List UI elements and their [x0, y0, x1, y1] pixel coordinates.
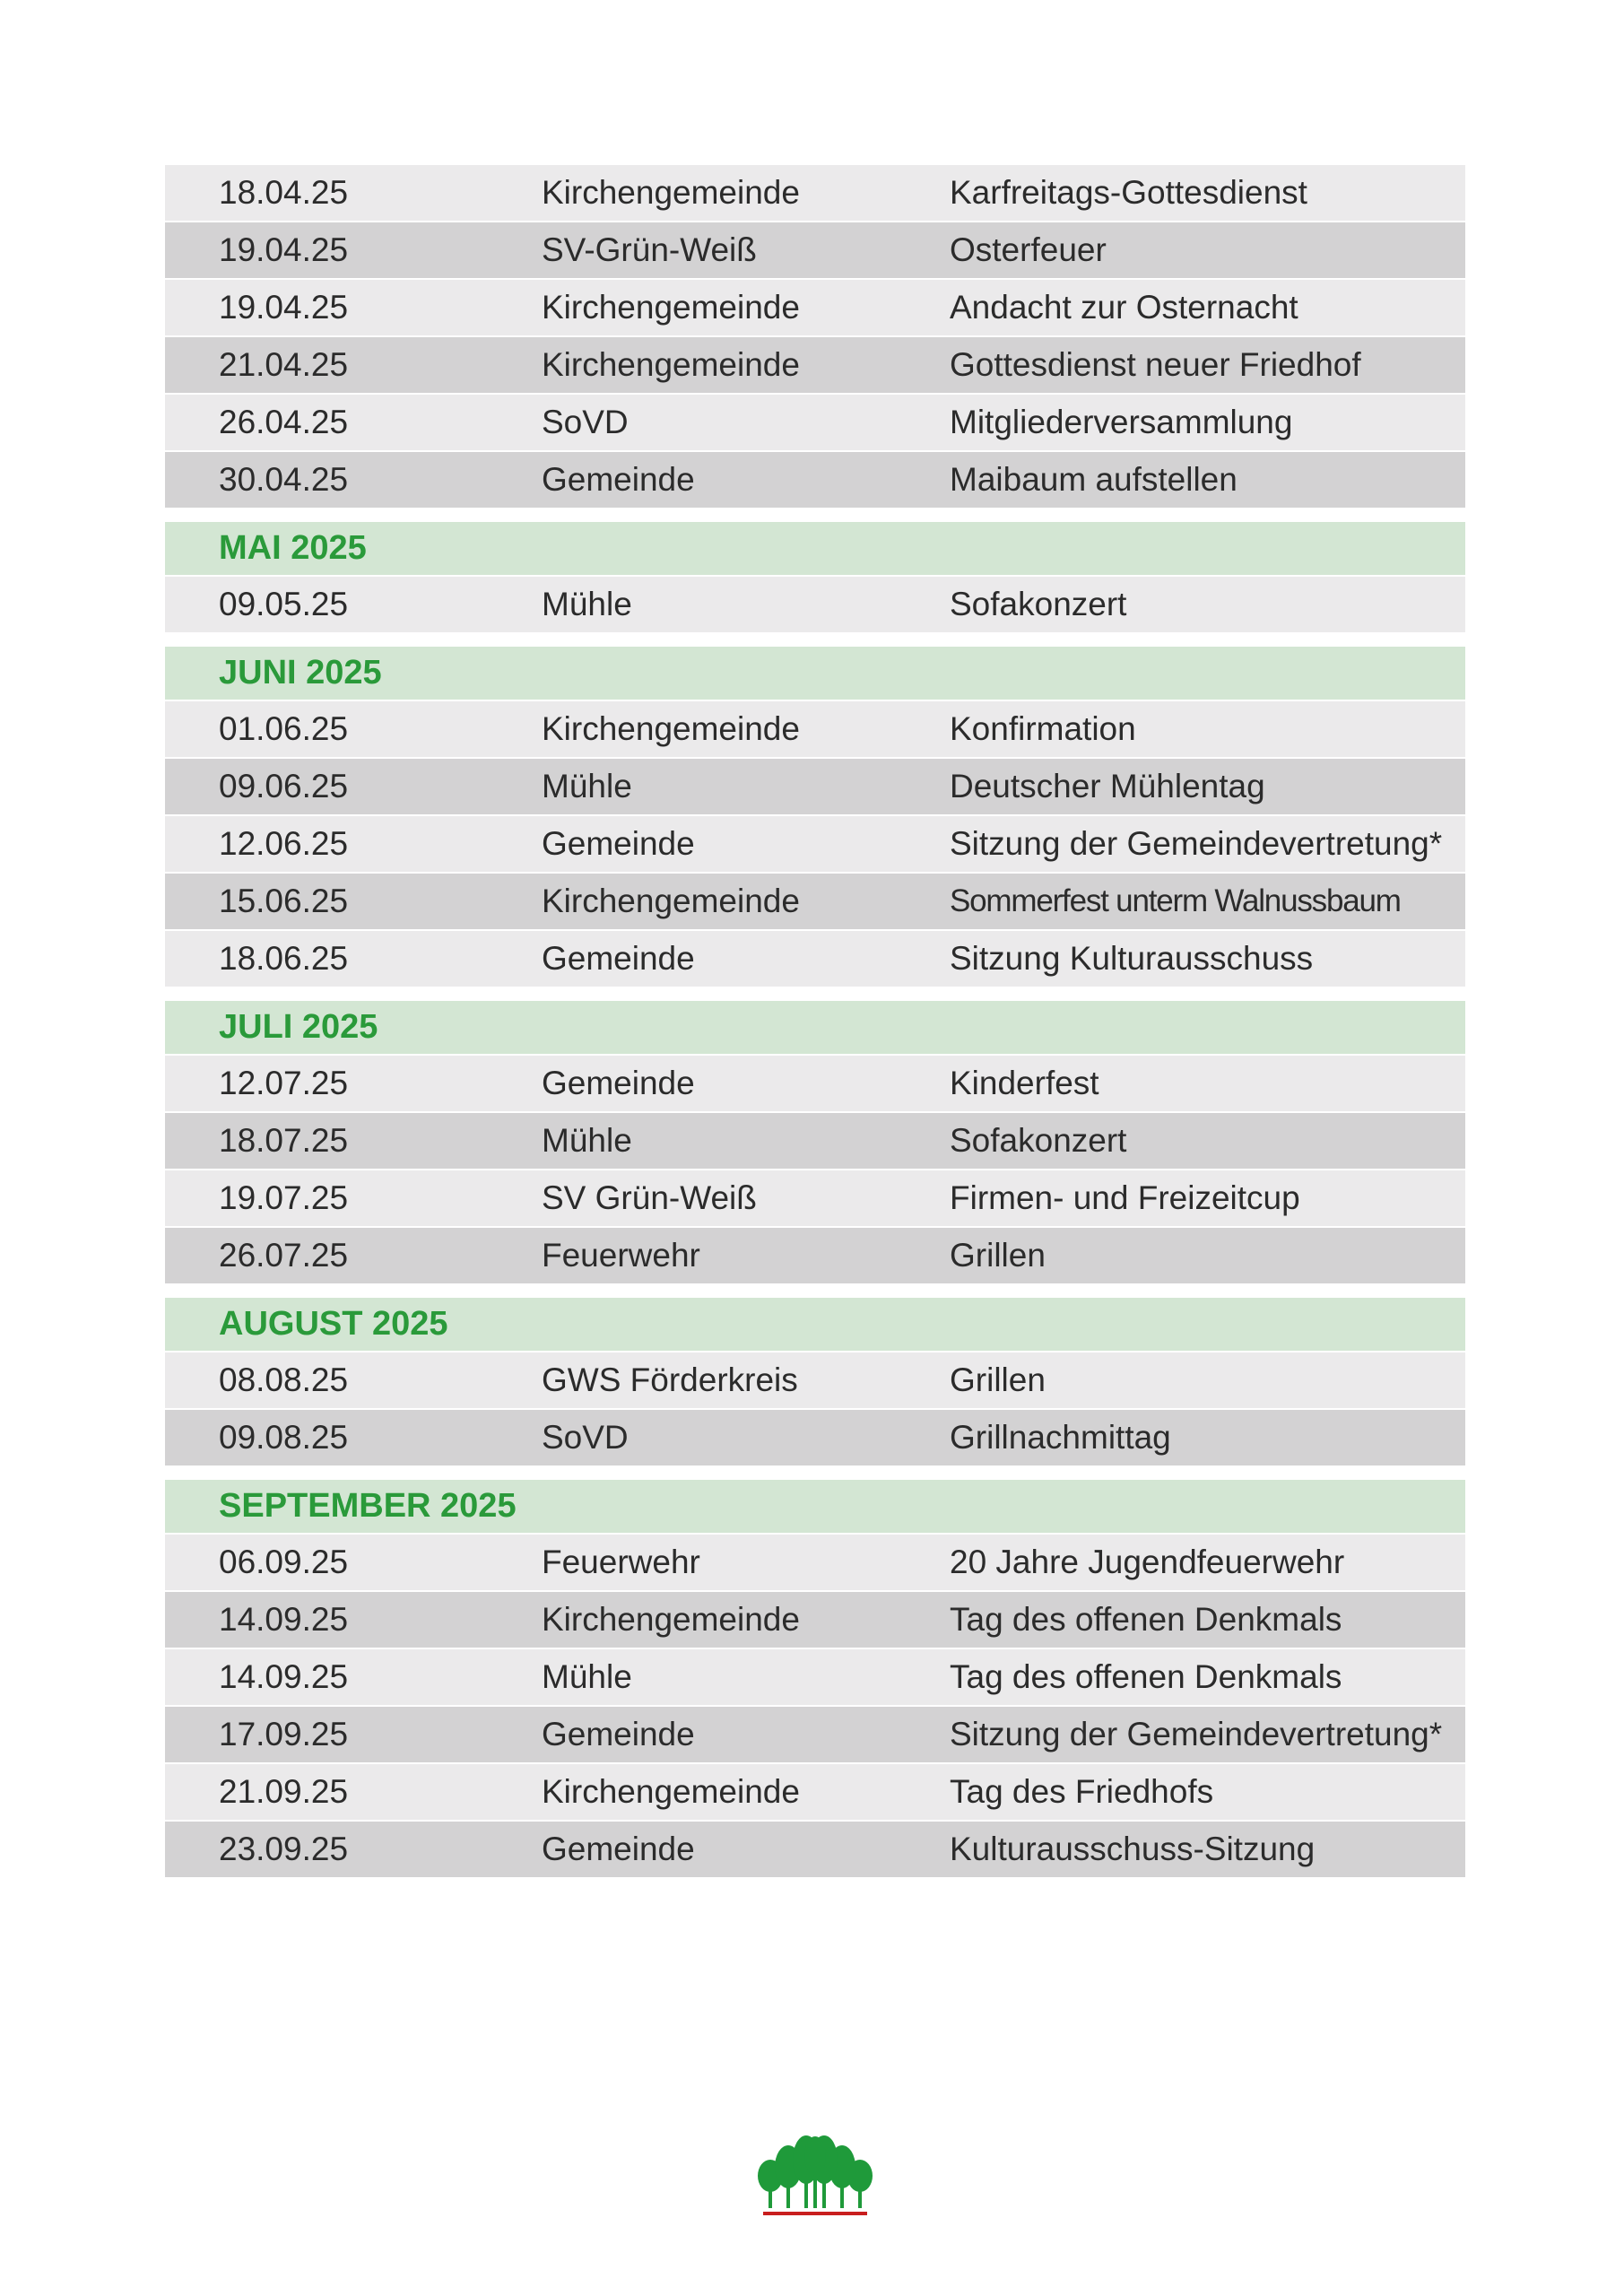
- event-title: Mitgliederversammlung: [950, 404, 1293, 440]
- event-row: [165, 701, 1465, 757]
- event-title: Gottesdienst neuer Friedhof: [950, 346, 1361, 383]
- event-title: Maibaum aufstellen: [950, 461, 1238, 498]
- event-date: 18.06.25: [219, 940, 349, 977]
- event-title: Kulturausschuss-Sitzung: [950, 1831, 1316, 1867]
- month-section: [165, 522, 1465, 632]
- event-organizer: Kirchengemeinde: [542, 346, 800, 383]
- event-title: Sitzung Kulturausschuss: [950, 940, 1314, 977]
- event-row: [165, 1707, 1465, 1762]
- event-row: [165, 816, 1465, 872]
- event-row: [165, 1352, 1465, 1408]
- event-row: [165, 165, 1465, 221]
- month-header: JULI 2025: [165, 1001, 1465, 1054]
- event-row: [165, 1822, 1465, 1877]
- event-title: Sitzung der Gemeindevertretung*: [950, 1716, 1443, 1752]
- event-organizer: SoVD: [542, 1419, 629, 1456]
- event-date: 19.04.25: [219, 289, 349, 326]
- month-header: MAI 2025: [165, 522, 1465, 575]
- event-organizer: GWS Förderkreis: [542, 1361, 798, 1398]
- event-title: Tag des Friedhofs: [950, 1773, 1214, 1810]
- event-date: 17.09.25: [219, 1716, 349, 1752]
- event-organizer: Gemeinde: [542, 461, 695, 498]
- event-title: Sofakonzert: [950, 1122, 1127, 1159]
- event-date: 23.09.25: [219, 1831, 349, 1867]
- event-date: 09.05.25: [219, 586, 349, 622]
- event-title: Konfirmation: [950, 710, 1136, 747]
- event-row: [165, 1228, 1465, 1283]
- event-title: 20 Jahre Jugendfeuerwehr: [950, 1544, 1345, 1580]
- event-organizer: SV Grün-Weiß: [542, 1179, 757, 1216]
- event-title: Grillnachmittag: [950, 1419, 1171, 1456]
- event-date: 30.04.25: [219, 461, 349, 498]
- event-title: Kinderfest: [950, 1065, 1099, 1101]
- event-date: 01.06.25: [219, 710, 349, 747]
- event-date: 26.04.25: [219, 404, 349, 440]
- event-date: 21.04.25: [219, 346, 349, 383]
- event-organizer: Kirchengemeinde: [542, 289, 800, 326]
- event-organizer: Kirchengemeinde: [542, 174, 800, 211]
- event-organizer: Kirchengemeinde: [542, 1601, 800, 1638]
- event-date: 08.08.25: [219, 1361, 349, 1398]
- event-organizer: Kirchengemeinde: [542, 1773, 800, 1810]
- tree-group-logo-icon: [754, 2135, 876, 2221]
- event-row: [165, 1113, 1465, 1169]
- event-title: Karfreitags-Gottesdienst: [950, 174, 1307, 211]
- month-header: JUNI 2025: [165, 647, 1465, 700]
- event-organizer: Mühle: [542, 1658, 632, 1695]
- event-date: 18.04.25: [219, 174, 349, 211]
- event-row: [165, 452, 1465, 508]
- event-row: [165, 874, 1465, 929]
- event-row: [165, 759, 1465, 814]
- event-organizer: Gemeinde: [542, 1831, 695, 1867]
- event-date: 19.07.25: [219, 1179, 349, 1216]
- event-date: 09.08.25: [219, 1419, 349, 1456]
- event-date: 12.06.25: [219, 825, 349, 862]
- event-row: [165, 1649, 1465, 1705]
- event-title: Osterfeuer: [950, 231, 1107, 268]
- event-date: 06.09.25: [219, 1544, 349, 1580]
- event-row: [165, 280, 1465, 335]
- event-organizer: Kirchengemeinde: [542, 883, 800, 919]
- event-title: Deutscher Mühlentag: [950, 768, 1265, 804]
- event-organizer: Mühle: [542, 1122, 632, 1159]
- event-organizer: Gemeinde: [542, 825, 695, 862]
- event-date: 21.09.25: [219, 1773, 349, 1810]
- event-row: [165, 1170, 1465, 1226]
- event-organizer: SV-Grün-Weiß: [542, 231, 757, 268]
- event-row: [165, 337, 1465, 393]
- event-date: 15.06.25: [219, 883, 349, 919]
- event-date: 09.06.25: [219, 768, 349, 804]
- event-organizer: Kirchengemeinde: [542, 710, 800, 747]
- event-organizer: Feuerwehr: [542, 1237, 700, 1274]
- event-row: [165, 1056, 1465, 1111]
- event-row: [165, 577, 1465, 632]
- month-header: AUGUST 2025: [165, 1298, 1465, 1351]
- event-title: Tag des offenen Denkmals: [950, 1601, 1342, 1638]
- event-date: 18.07.25: [219, 1122, 349, 1159]
- event-row: [165, 1764, 1465, 1820]
- event-title: Andacht zur Osternacht: [950, 289, 1298, 326]
- event-date: 26.07.25: [219, 1237, 349, 1274]
- event-title: Tag des offenen Denkmals: [950, 1658, 1342, 1695]
- event-title: Sofakonzert: [950, 586, 1127, 622]
- event-date: 14.09.25: [219, 1601, 349, 1638]
- month-section: [165, 1480, 1465, 1877]
- event-organizer: Feuerwehr: [542, 1544, 700, 1580]
- event-title: Grillen: [950, 1237, 1046, 1274]
- event-date: 19.04.25: [219, 231, 349, 268]
- event-date: 14.09.25: [219, 1658, 349, 1695]
- event-organizer: Gemeinde: [542, 940, 695, 977]
- month-section: [165, 647, 1465, 987]
- event-organizer: Mühle: [542, 586, 632, 622]
- month-header: SEPTEMBER 2025: [165, 1480, 1465, 1533]
- event-row: [165, 222, 1465, 278]
- event-organizer: SoVD: [542, 404, 629, 440]
- event-organizer: Gemeinde: [542, 1716, 695, 1752]
- month-section: [165, 1298, 1465, 1465]
- event-row: [165, 1410, 1465, 1465]
- event-title: Sommerfest unterm Walnussbaum: [950, 883, 1401, 918]
- event-organizer: Mühle: [542, 768, 632, 804]
- event-row: [165, 1592, 1465, 1648]
- month-section: [165, 1001, 1465, 1283]
- event-row: [165, 1535, 1465, 1590]
- event-organizer: Gemeinde: [542, 1065, 695, 1101]
- event-title: Firmen- und Freizeitcup: [950, 1179, 1300, 1216]
- event-row: [165, 395, 1465, 450]
- event-date: 12.07.25: [219, 1065, 349, 1101]
- event-title: Sitzung der Gemeindevertretung*: [950, 825, 1443, 862]
- event-title: Grillen: [950, 1361, 1046, 1398]
- event-row: [165, 931, 1465, 987]
- event-calendar: [165, 165, 1465, 1892]
- month-section: [165, 165, 1465, 508]
